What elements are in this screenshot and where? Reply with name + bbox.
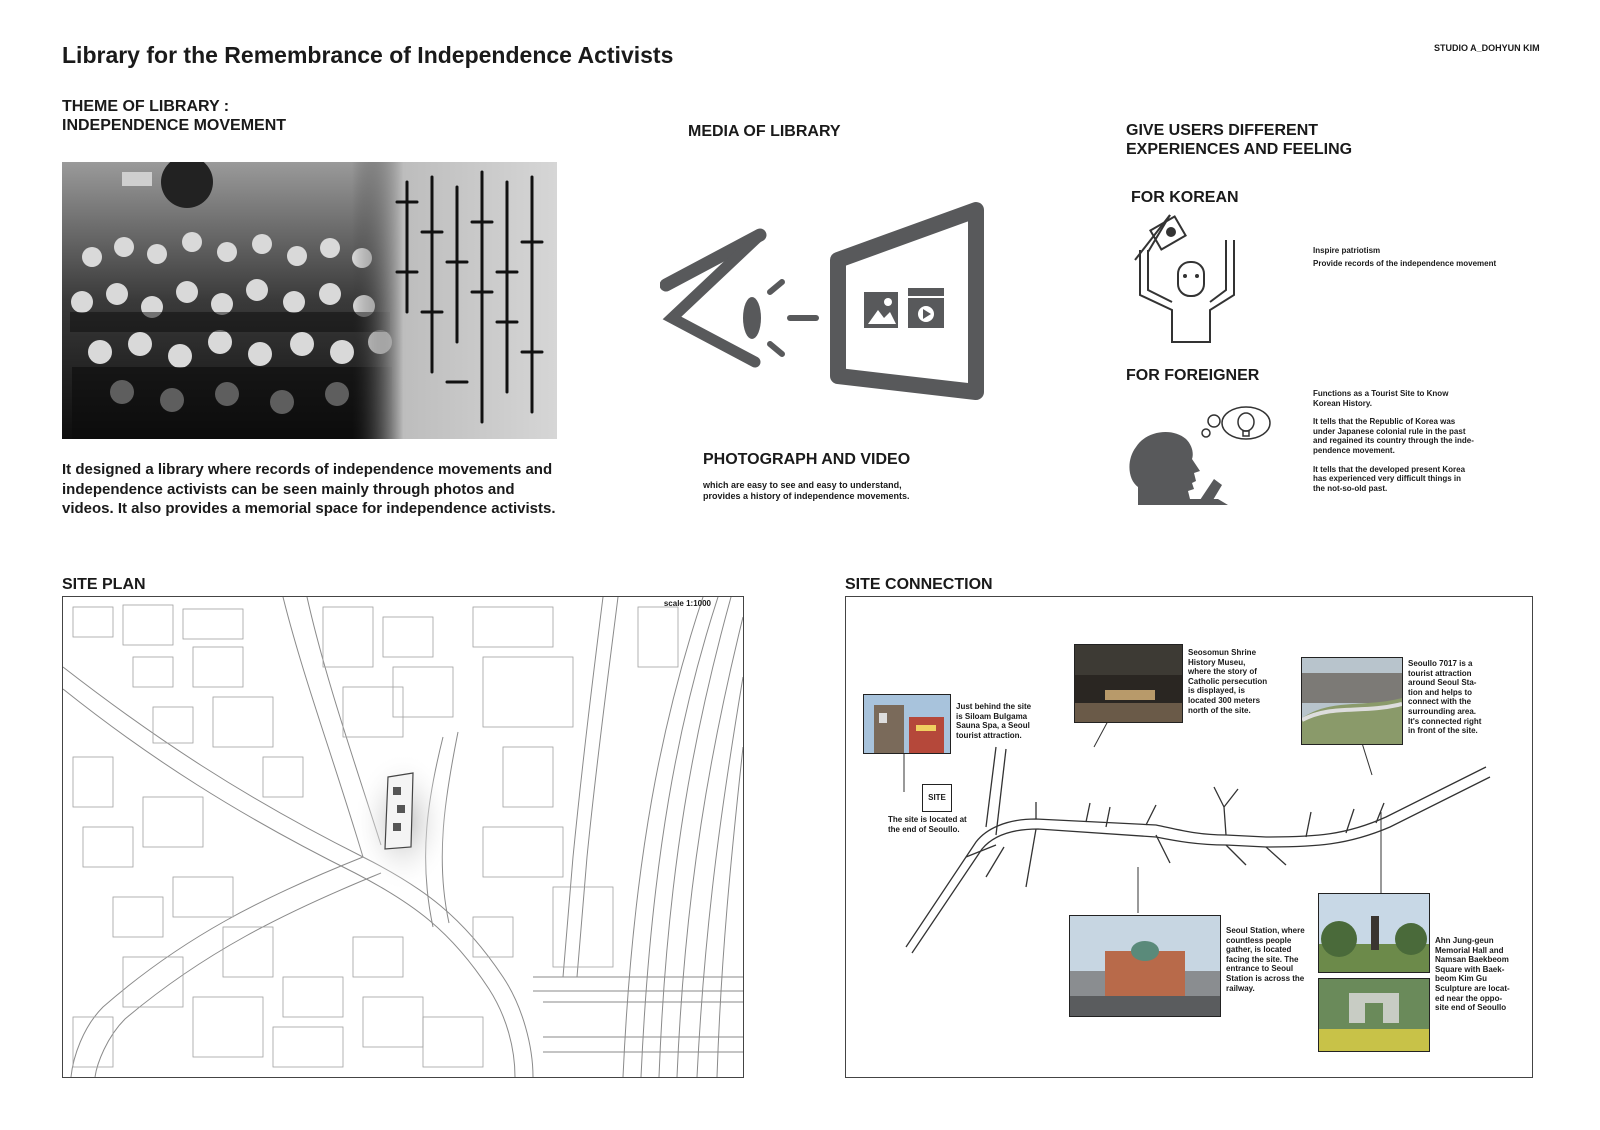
independence-photo: [62, 162, 557, 439]
seoullo-line: tourist attraction: [1408, 668, 1472, 678]
experience-heading-line2: EXPERIENCES AND FEELING: [1126, 141, 1353, 158]
siloam-line: is Siloam Bulgama: [956, 711, 1028, 721]
museum-line: north of the site.: [1188, 705, 1251, 715]
eye-screen-illustration: [660, 200, 1000, 410]
korean-line1: Inspire patriotism: [1313, 246, 1381, 255]
experience-heading: [1126, 121, 1352, 159]
media-desc-line2: provides a history of independence movements.: [703, 491, 910, 501]
media-desc-line1: which are easy to see and easy to understand,: [703, 480, 902, 490]
station-line: Station is across the: [1226, 973, 1305, 983]
seoullo-line: in front of the site.: [1408, 726, 1478, 736]
foreigner-p2-line2: under Japanese colonial rule in the past: [1313, 426, 1466, 436]
station-line: countless people: [1226, 935, 1292, 945]
seoullo-photo: [1301, 657, 1403, 745]
museum-photo: [1074, 644, 1183, 723]
korean-line2: Provide records of the independence movement: [1313, 259, 1497, 268]
theme-heading-line1: THEME OF LIBRARY :: [62, 98, 230, 115]
memorial-photo: [1318, 893, 1430, 973]
station-line: facing the site. The: [1226, 954, 1299, 964]
square-photo: [1318, 978, 1430, 1052]
site-note-line2: the end of Seoullo.: [888, 824, 960, 834]
seoullo-line: connect with the: [1408, 697, 1472, 707]
theme-heading: [62, 97, 286, 135]
siloam-line: Just behind the site: [956, 702, 1032, 711]
site-plan-map: [62, 596, 744, 1078]
siloam-line: Sauna Spa, a Seoul: [956, 721, 1030, 731]
seoullo-line: It's connected right: [1408, 716, 1482, 726]
media-description: [703, 480, 910, 502]
foreigner-p1-line1: Functions as a Tourist Site to Know: [1313, 389, 1449, 398]
museum-line: where the story of: [1188, 667, 1257, 677]
museum-line: located 300 meters: [1188, 695, 1261, 705]
museum-text: [1188, 648, 1267, 715]
memorial-line: Memorial Hall and: [1435, 945, 1504, 955]
memorial-line: ed near the oppo-: [1435, 993, 1503, 1003]
foreigner-p2-line3: and regained its country through the inde-: [1313, 436, 1474, 446]
station-text: [1226, 926, 1305, 993]
experience-heading-line1: GIVE USERS DIFFERENT: [1126, 122, 1319, 139]
studio-credit: STUDIO A_DOHYUN KIM: [1434, 43, 1540, 53]
memorial-line: beom Kim Gu: [1435, 974, 1488, 984]
site-note-line1: The site is located at: [888, 815, 967, 824]
scale-label: scale 1:1000: [663, 599, 711, 608]
foreigner-p2-line1: It tells that the Republic of Korea was: [1313, 417, 1456, 427]
memorial-text: [1435, 936, 1510, 1013]
foreigner-p3-line3: the not-so-old past.: [1313, 483, 1388, 493]
memorial-line: site end of Seoullo: [1435, 1003, 1507, 1013]
memorial-line: Square with Baek-: [1435, 964, 1505, 974]
media-heading: MEDIA OF LIBRARY: [688, 123, 841, 140]
museum-line: History Museu,: [1188, 657, 1246, 667]
foreigner-p3-line1: It tells that the developed present Korea: [1313, 464, 1466, 474]
site-marker: SITE: [922, 784, 952, 812]
site-connection-heading: SITE CONNECTION: [845, 576, 993, 593]
museum-line: Seosomun Shrine: [1188, 648, 1257, 657]
museum-line: is displayed, is: [1188, 686, 1245, 696]
site-note: [888, 815, 967, 834]
site-plan-heading: SITE PLAN: [62, 576, 146, 593]
memorial-line: Namsan Baekbeom: [1435, 955, 1509, 965]
theme-heading-line2: INDEPENDENCE MOVEMENT: [62, 117, 287, 134]
media-subheading: PHOTOGRAPH AND VIDEO: [703, 451, 911, 468]
seoullo-text: [1408, 659, 1481, 736]
korean-description: [1313, 244, 1553, 270]
site-connection-map: [845, 596, 1533, 1078]
foreigner-p1-line2: Korean History.: [1313, 398, 1372, 408]
page-title: Library for the Remembrance of Independence Activists: [62, 42, 674, 68]
seoullo-line: around Seoul Sta-: [1408, 678, 1477, 688]
station-line: entrance to Seoul: [1226, 964, 1294, 974]
korean-heading: FOR KOREAN: [1131, 189, 1239, 206]
siloam-photo: [863, 694, 951, 754]
seoullo-line: surrounding area.: [1408, 706, 1477, 716]
station-line: gather, is located: [1226, 945, 1292, 955]
theme-description: It designed a library where records of independence movements and independence activists can be seen mainly through photos and videos. It also provides a memorial space for independence activists.: [62, 461, 556, 517]
foreigner-p3-line2: has experienced very difficult things in: [1313, 474, 1462, 484]
siloam-line: tourist attraction.: [956, 730, 1022, 740]
seoul-station-photo: [1069, 915, 1221, 1017]
memorial-line: Sculpture are locat-: [1435, 983, 1510, 993]
museum-line: Catholic persecution: [1188, 676, 1268, 686]
seoullo-line: Seoullo 7017 is a: [1408, 659, 1473, 668]
station-line: Seoul Station, where: [1226, 926, 1305, 935]
korean-person-icon: [1130, 210, 1240, 345]
station-line: railway.: [1226, 983, 1255, 993]
memorial-line: Ahn Jung-geun: [1435, 936, 1494, 945]
foreigner-p2-line4: pendence movement.: [1313, 445, 1395, 455]
siloam-text: [956, 702, 1031, 740]
foreigner-description: [1313, 389, 1563, 493]
seoullo-line: tion and helps to: [1408, 687, 1472, 697]
foreigner-heading: FOR FOREIGNER: [1126, 367, 1260, 384]
foreigner-thinking-icon: [1128, 405, 1278, 507]
